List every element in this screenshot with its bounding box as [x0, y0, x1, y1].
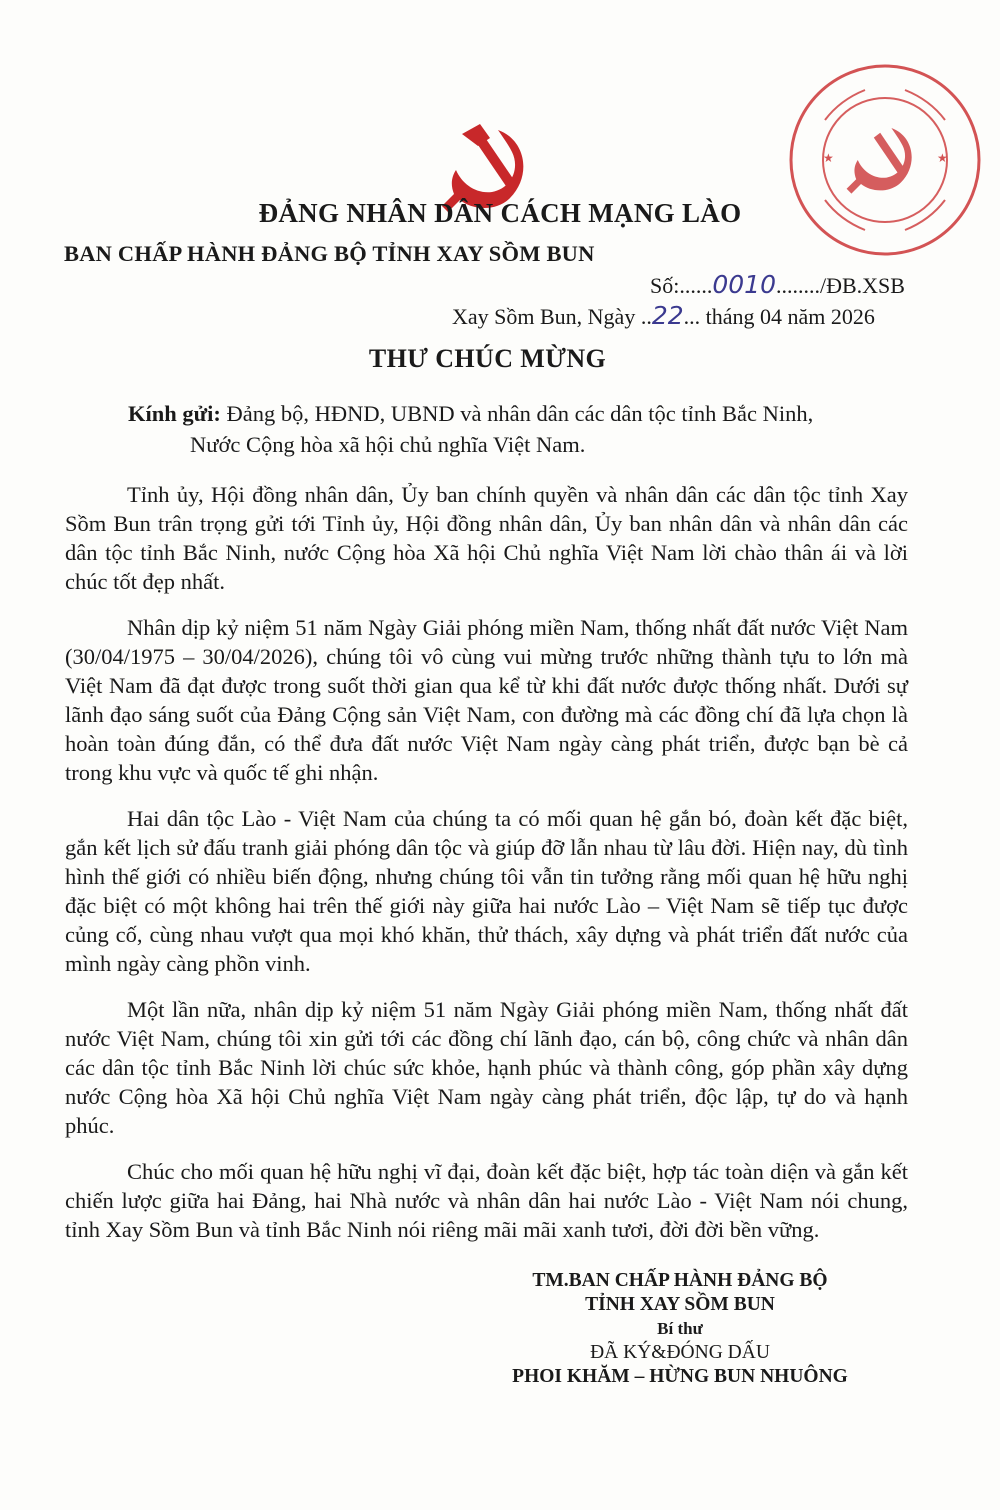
date-handwritten: 22: [651, 301, 684, 330]
recipient-line-1: Đảng bộ, HĐND, UBND và nhân dân các dân tộc tỉnh Bắc Ninh,: [220, 401, 814, 426]
paragraph: Một lần nữa, nhân dịp kỷ niệm 51 năm Ngày Giải phóng miền Nam, thống nhất đất nước Việt Nam, chúng tôi xin gửi tới các đồng chí lãnh đạo, cán bộ, công chức và nhân dân các dân tộc tỉnh Bắc Ninh lời chúc sức khỏe, hạnh phúc và thành công, góp phần xây dựng nước Cộng hòa Xã hội Chủ nghĩa Việt Nam ngày càng phát triển, độc lập, tự do và hạnh phúc.: [65, 997, 908, 1138]
signature-block: [400, 1269, 960, 1389]
paragraph: Nhân dịp kỷ niệm 51 năm Ngày Giải phóng miền Nam, thống nhất đất nước Việt Nam (30/04/1975 – 30/04/2026), chúng tôi vô cùng vui mừng trước những thành tựu to lớn mà Việt Nam đã đạt được trong suốt thời gian qua kể từ khi đất nước được thống nhất. Dưới sự lãnh đạo sáng suốt của Đảng Cộng sản Việt Nam, con đường mà các đồng chí đã lựa chọn là hoàn toàn đúng đắn, có thể đưa đất nước Việt Nam ngày càng phát triển, được bạn bè cả trong khu vực và quốc tế ghi nhận.: [65, 615, 908, 785]
signature-line-1: TM.BAN CHẤP HÀNH ĐẢNG BỘ: [532, 1270, 828, 1291]
recipient-line-2: Nước Cộng hòa xã hội chủ nghĩa Việt Nam.: [190, 432, 586, 457]
document-number-handwritten: 0010: [712, 270, 776, 299]
document-date: [452, 301, 875, 330]
signature-line-2: TỈNH XAY SỒM BUN: [585, 1294, 775, 1315]
svg-text:★: ★: [937, 151, 948, 165]
paragraph: Tỉnh ủy, Hội đồng nhân dân, Ủy ban chính quyền và nhân dân các dân tộc tỉnh Xay Sồm Bun trân trọng gửi tới Tỉnh ủy, Hội đồng nhân dân, Ủy ban nhân dân và nhân dân các dân tộc tỉnh Bắc Ninh, nước Cộng hòa Xã hội Chủ nghĩa Việt Nam lời chào thân ái và lời chúc tốt đẹp nhất.: [65, 482, 908, 594]
signature-role: Bí thư: [657, 1319, 703, 1338]
paragraph: Chúc cho mối quan hệ hữu nghị vĩ đại, đoàn kết đặc biệt, hợp tác toàn diện và gắn kết chiến lược giữa hai Đảng, hai Nhà nước và nhân dân hai nước Lào - Việt Nam nói chung, tỉnh Xay Sồm Bun và tỉnh Bắc Ninh nói riêng mãi mãi xanh tươi, đời đời bền vững.: [65, 1159, 908, 1242]
document-number-suffix: ......../ĐB.XSB: [775, 273, 905, 298]
signature-note: ĐÃ KÝ&ĐÓNG DẤU: [590, 1342, 770, 1363]
recipient-block: [128, 398, 908, 460]
date-suffix: ... tháng 04 năm 2026: [683, 304, 875, 329]
document-number: [650, 270, 905, 299]
recipient-label: Kính gửi:: [128, 401, 221, 426]
document-number-prefix: Số:......: [650, 273, 713, 298]
party-name: ĐẢNG NHÂN DÂN CÁCH MẠNG LÀO: [258, 198, 742, 228]
signer-name: PHOI KHĂM – HỪNG BUN NHUÔNG: [512, 1366, 848, 1387]
official-seal-icon: [785, 60, 985, 260]
committee-name: BAN CHẤP HÀNH ĐẢNG BỘ TỈNH XAY SỒM BUN: [64, 241, 595, 266]
document-title: THƯ CHÚC MỪNG: [368, 344, 607, 373]
paragraph: Hai dân tộc Lào - Việt Nam của chúng ta có mối quan hệ gắn bó, đoàn kết đặc biệt, gắn kết lịch sử đấu tranh giải phóng dân tộc và giúp đỡ lẫn nhau từ lâu đời. Hiện nay, dù tình hình thế giới có nhiều biến động, nhưng chúng tôi vẫn tin tưởng rằng mối quan hệ hữu nghị đặc biệt có một không hai trên thế giới này giữa hai nước Lào – Việt Nam sẽ tiếp tục được củng cố, cùng nhau vượt qua mọi khó khăn, thử thách, xây dựng và phát triển đất nước của mình ngày càng phồn vinh.: [65, 806, 908, 976]
svg-text:★: ★: [823, 151, 834, 165]
date-prefix: Xay Sồm Bun, Ngày ..: [452, 304, 652, 329]
letter-body: [65, 480, 908, 1261]
